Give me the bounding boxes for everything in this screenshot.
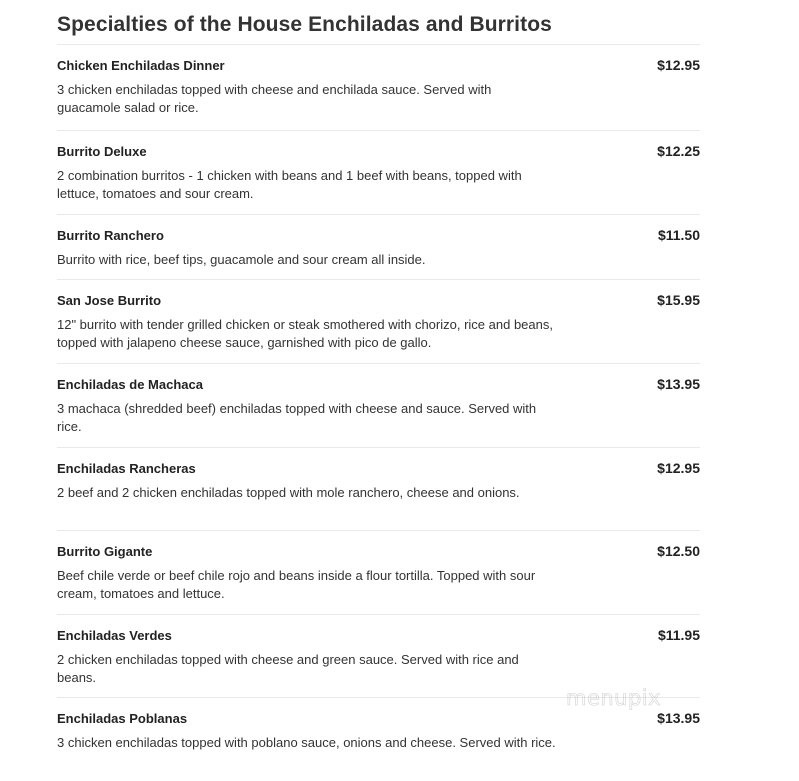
menupix-watermark: menupix [566, 686, 662, 710]
menu-item [57, 44, 700, 130]
item-price: $12.95 [657, 460, 700, 476]
item-description: 12" burrito with tender grilled chicken or steak smothered with chorizo, rice and beans, topped with jalapeno cheese sauce, garnished with pico de gallo. [57, 317, 553, 350]
item-price: $13.95 [657, 376, 700, 392]
item-name: Enchiladas Poblanas [57, 711, 188, 726]
item-name: Burrito Gigante [57, 544, 153, 559]
item-description: 3 machaca (shredded beef) enchiladas topped with cheese and sauce. Served with rice. [57, 401, 537, 434]
item-description: 2 chicken enchiladas topped with cheese and green sauce. Served with rice and beans. [57, 652, 519, 685]
item-name: Enchiladas Rancheras [57, 461, 196, 476]
item-price: $13.95 [657, 710, 700, 726]
item-price: $12.95 [657, 57, 700, 73]
item-price: $12.50 [657, 543, 700, 559]
item-description: Burrito with rice, beef tips, guacamole and sour cream all inside. [57, 252, 426, 267]
item-price: $12.25 [657, 143, 700, 159]
section-title: Specialties of the House Enchiladas and Burritos [57, 13, 552, 36]
item-description: Beef chile verde or beef chile rojo and beans inside a flour tortilla. Topped with sour cream, tomatoes and lettuce. [57, 568, 536, 601]
item-name: Burrito Ranchero [57, 228, 164, 243]
menu-item [57, 363, 700, 447]
item-price: $15.95 [657, 292, 700, 308]
menu-item [57, 279, 700, 363]
menu-item [57, 447, 700, 530]
item-price: $11.50 [657, 227, 700, 243]
menu-item [57, 530, 700, 614]
item-description: 3 chicken enchiladas topped with poblano sauce, onions and cheese. Served with rice. [57, 735, 556, 750]
menu-item [57, 214, 700, 279]
item-description: 2 beef and 2 chicken enchiladas topped with mole ranchero, cheese and onions. [57, 485, 520, 500]
item-name: Enchiladas Verdes [57, 628, 172, 643]
menu-item [57, 614, 700, 697]
item-name: Enchiladas de Machaca [57, 377, 203, 392]
item-name: Chicken Enchiladas Dinner [57, 58, 225, 73]
item-description: 3 chicken enchiladas topped with cheese and enchilada sauce. Served with guacamole salad or rice. [57, 82, 492, 115]
menu-item [57, 130, 700, 214]
item-description: 2 combination burritos - 1 chicken with beans and 1 beef with beans, topped with lettuce, tomatoes and sour cream. [57, 168, 522, 201]
menu-section [57, 0, 700, 781]
item-price: $11.95 [657, 627, 700, 643]
item-name: San Jose Burrito [57, 293, 162, 308]
item-name: Burrito Deluxe [57, 144, 147, 159]
